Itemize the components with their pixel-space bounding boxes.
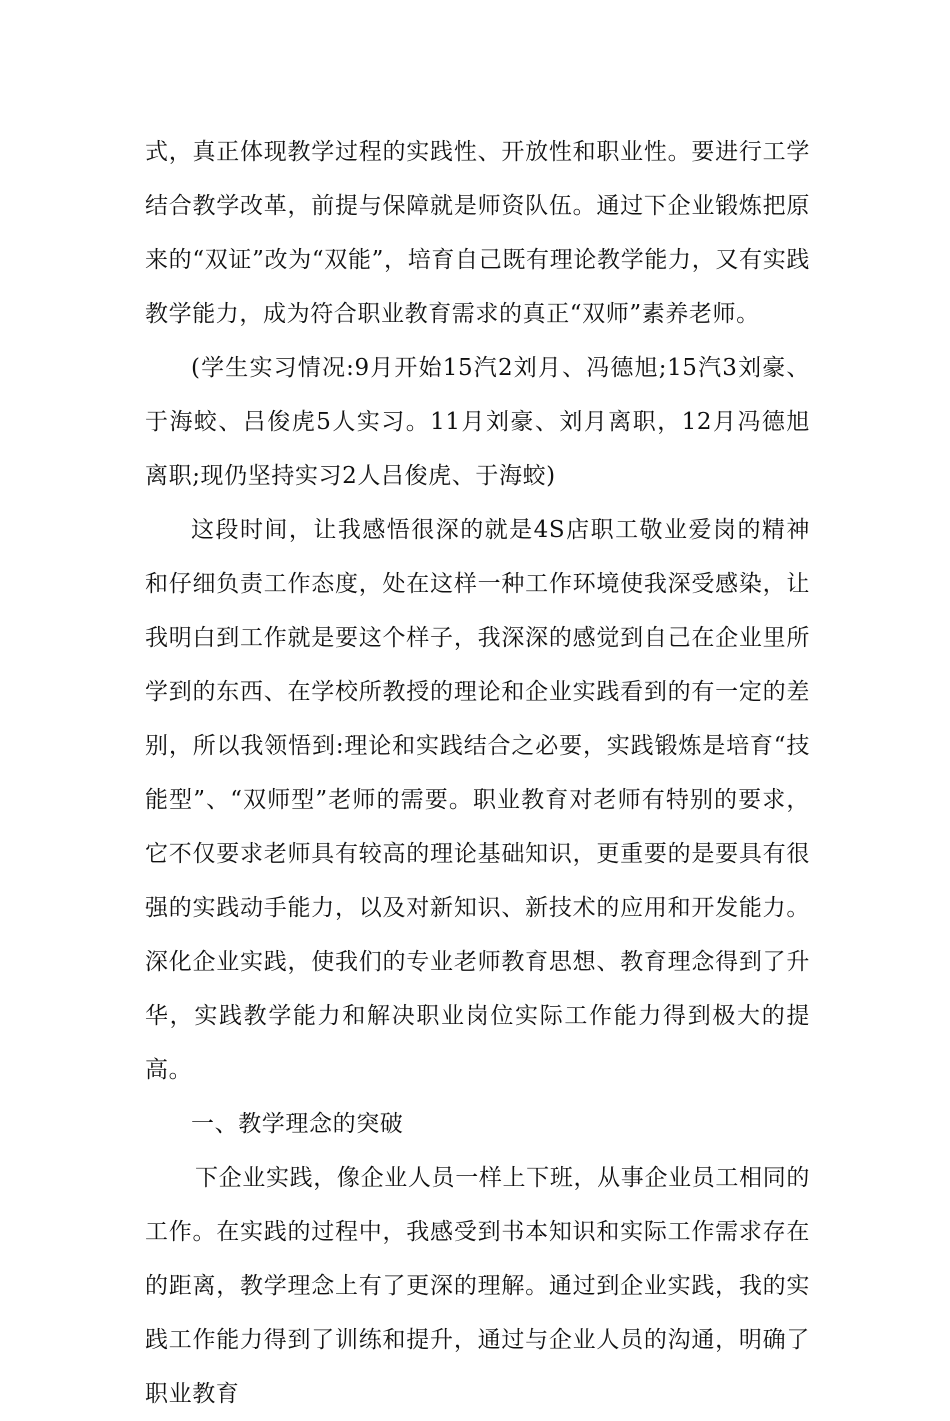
paragraph-continuation: 式，真正体现教学过程的实践性、开放性和职业性。要进行工学结合教学改革，前提与保障就是师资队伍。通过下企业锻炼把原来的“双证”改为“双能”，培育自己既有理论教学能力，又有实践教学能力，成为符合职业教育需求的真正“双师”素养老师。 <box>145 139 810 327</box>
paragraph-reflection: 这段时间，让我感悟很深的就是4S店职工敬业爱岗的精神和仔细负责工作态度，处在这样一种工作环境使我深受感染，让我明白到工作就是要这个样子，我深深的感觉到自己在企业里所学到的东西、在学校所教授的理论和企业实践看到的有一定的差别，所以我领悟到:理论和实践结合之必要，实践锻炼是培育“技能型”、“双师型”老师的需要。职业教育对老师有特别的要求，它不仅要求老师具有较高的理论基础知识，更重要的是要具有很强的实践动手能力，以及对新知识、新技术的应用和开发能力。深化企业实践，使我们的专业老师教育思想、教育理念得到了升华，实践教学能力和解决职业岗位实际工作能力得到极大的提高。 <box>145 517 810 1083</box>
section-heading: 一、教学理念的突破 <box>191 1111 404 1137</box>
document-page <box>145 125 810 1421</box>
paragraph-practice: 下企业实践，像企业人员一样上下班，从事企业员工相同的工作。在实践的过程中，我感受到书本知识和实际工作需求存在的距离，教学理念上有了更深的理解。通过到企业实践，我的实践工作能力得到了训练和提升，通过与企业人员的沟通，明确了职业教育 <box>145 1165 810 1407</box>
paragraph-internship-note: (学生实习情况:9月开始15汽2刘月、冯德旭;15汽3刘豪、于海蛟、吕俊虎5人实习。11月刘豪、刘月离职，12月冯德旭离职;现仍坚持实习2人吕俊虎、于海蛟) <box>145 355 810 489</box>
